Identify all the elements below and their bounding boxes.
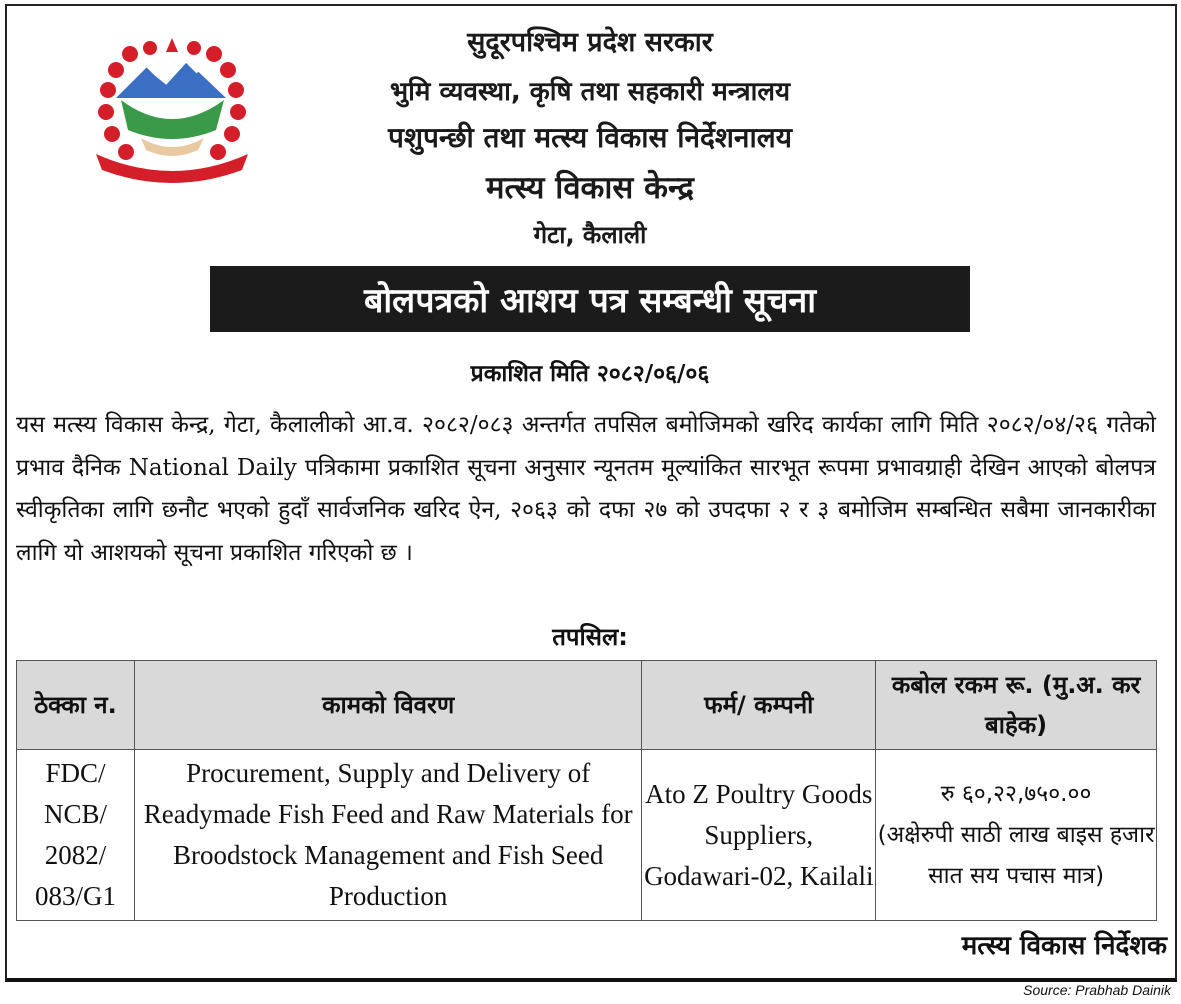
cell-contract-no: FDC/ NCB/ 2082/ 083/G1 <box>17 750 135 921</box>
nepal-emblem-logo <box>86 38 258 188</box>
table-header-row <box>17 661 1157 750</box>
amount-words: (अक्षेरुपी साठी लाख बाइस हजार सात सय पचास मात्र) <box>877 821 1155 889</box>
header-firm: फर्म/ कम्पनी <box>642 661 876 750</box>
header-location: गेटा, कैलाली <box>533 221 647 249</box>
header-directorate: पशुपन्छी तथा मत्स्य विकास निर्देशनालय <box>388 121 792 154</box>
award-table <box>16 660 1157 921</box>
source-credit: Source: Prabhab Dainik <box>1023 982 1171 998</box>
cell-firm: Ato Z Poultry Goods Suppliers, Godawari-02, Kailali <box>642 750 876 921</box>
notice-body: यस मत्स्य विकास केन्द्र, गेटा, कैलालीको आ.व. २०८२/०८३ अन्तर्गत तपसिल बमोजिमको खरिद कार्यका लागि मिति २०८२/०४/२६ गतेको प्रभाव दैनिक National Daily पत्रिकामा प्रकाशित सूचना अनुसार न्यूनतम मूल्यांकित सारभूत रूपमा प्रभावग्राही देखिन आएको बोलपत्र स्वीकृतिका लागि छनौट भएको हुदाँ सार्वजनिक खरिद ऐन, २०६३ को दफा २७ को उपदफा २ र ३ बमोजिम सम्बन्धित सबैमा जानकारीका लागि यो आशयको सूचना प्रकाशित गरिएको छ । <box>16 412 1156 566</box>
table-row <box>17 750 1157 921</box>
header-province: सुदूरपश्चिम प्रदेश सरकार <box>467 27 713 58</box>
published-date: प्रकाशित मिति २०८२/०६/०६ <box>470 361 710 387</box>
notice-title: बोलपत्रको आशय पत्र सम्बन्धी सूचना <box>210 266 970 332</box>
header-amount: कबोल रकम रू. (मु.अ. कर बाहेक) <box>876 661 1157 750</box>
header-ministry: भुमि व्यवस्था, कृषि तथा सहकारी मन्त्रालय <box>389 77 791 107</box>
details-label: तपसिल: <box>552 623 628 651</box>
signature: मत्स्य विकास निर्देशक <box>961 931 1167 961</box>
cell-amount <box>876 750 1157 921</box>
cell-description: Procurement, Supply and Delivery of Readymade Fish Feed and Raw Materials for Broodstock Management and Fish Seed Production <box>134 750 641 921</box>
header-description: कामको विवरण <box>134 661 641 750</box>
header-office: मत्स्य विकास केन्द्र <box>486 170 694 206</box>
amount-figure: रु ६०,२२,७५०.०० <box>940 780 1092 807</box>
header-contract-no: ठेक्का न. <box>17 661 135 750</box>
